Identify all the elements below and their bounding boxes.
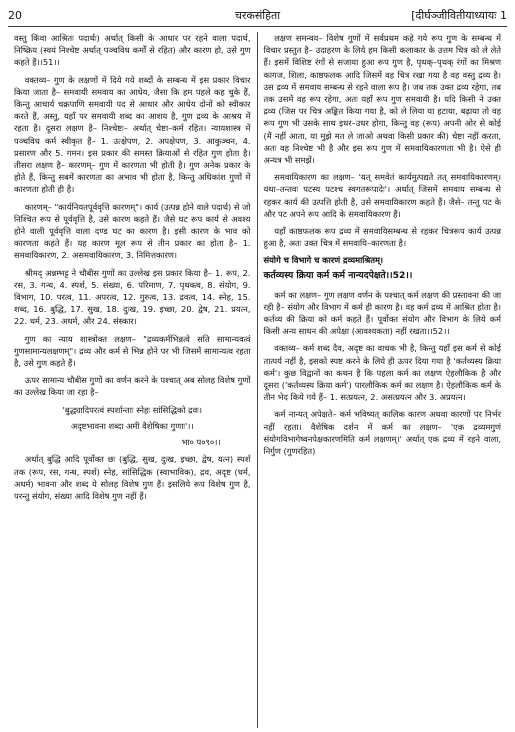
paragraph: ऊपर सामान्य चौबीस गुणों का वर्णन करने के पश्चात् अब सोलह विशेष गुणों का उल्लेख किया जा रहा है– [14, 375, 251, 398]
paragraph: गुण का न्याय शास्त्रोक्त लक्षण– "द्रव्यकर्मभिन्नत्वे सति सामान्यवत्वं गुणसामान्यलक्षणम्"। द्रव्य और कर्म से भिन्न होने पर भी जिसमें सामान्यत्व रहता है, उसे गुण कहते हैं। [14, 333, 251, 369]
right-column [258, 32, 508, 728]
sutra-verse-line: संयोगे च विभागे च कारणं द्रव्यमाश्रितम्। [263, 255, 384, 266]
paragraph: कारणम्– "कार्यनियतपूर्ववृत्ति कारणम्"। कार्य (उत्पन्न होने वाले पदार्थ) से जो निश्चित रूप से पूर्ववृत्ति है, उसे कारण कहते हैं। जैसे घट रूप कार्य से अवश्य होने वाली पूर्ववृत्ति वाला दण्ड घट का कारण है। इसी कारण के भाव को कारणता कहते हैं। यह कारण मूल रूप से तीन प्रकार का होता है– 1. समवायिकारण, 2. असमवायिकारण, 3. निमित्तकारण। [14, 201, 251, 261]
paragraph: वक्तव्य– कर्म शब्द दैव, अदृष्ट का वाचक भी है, किन्तु यहाँ इस कर्म से कोई तात्पर्य नहीं है, इसको स्पष्ट करने के लिये ही ऊपर दिया गया है 'कर्तव्यस्य क्रिया कर्म'। कुछ विद्वानों का कथन है कि पहला कर्म का लक्षण ऐहलौकिक है और दूसरा ('कर्तव्यस्य क्रिया कर्म') पारलौकिक कर्म का लक्षण है। ऐहलौकिक कर्म के तीन भेद किये गये हैं– 1. सत्प्रयत्न, 2. असत्प्रयत्न और 3. अप्रयत्न। [263, 343, 501, 403]
paragraph: यहाँ काष्ठफलक रूप द्रव्य में समवायिसम्बन्ध से रहकर चित्ररूप कार्य उत्पन्न हुआ है, अतः उक्त चित्र में समवायि–कारणता है। [263, 226, 501, 249]
paragraph: वस्तु किंवा आश्रितः पदार्थः) अर्थात् किसी के आधार पर रहने वाला पदार्थ, निष्क्रिय (स्वयं निश्चेष्ट अर्थात् पञ्चविध कर्मों से रहित) और कारण हो, उसे गुण कहते हैं।।51।। [14, 33, 251, 68]
paragraph: श्रीमद् अन्नम्भट्ट ने चौबीस गुणों का उल्लेख इस प्रकार किया है– 1. रूप, 2. रस, 3. गन्ध, 4. स्पर्श, 5. संख्या, 6. परिमाण, 7. पृथक्त्व, 8. संयोग, 9. विभाग, 10. परत्व, 11. अपरत्व, 12. गुरुत्व, 13. द्रवत्व, 14. स्नेह, 15. शब्द, 16. बुद्धि, 17. सुख, 18. दुःख, 19. इच्छा, 20. द्वेष, 21. प्रयत्न, 22. धर्म, 23. अधर्म, और 24. संस्कार। [14, 267, 251, 327]
quoted-verse-line: अदृष्टभावना शब्दा अमी वैशेषिका गुणाः'।। [70, 420, 194, 431]
citation: भा० प०९०।। [181, 437, 221, 448]
paragraph: कर्म का लक्षण– गुण लक्षण वर्णन के पश्चात् कर्म लक्षण की प्रस्तावना की जा रही है– संयोग और विभाग में कर्म ही कारण है। वह कर्म द्रव्य में आश्रित होता है। कर्तव्य की क्रिया को कर्म कहते हैं। पूर्वोक्त संयोग और विभाग के लिये कर्म किसी अन्य साधन की अपेक्षा (आवश्यकता) नहीं रखता।।52।। [263, 289, 501, 337]
sutra-verse-line: कर्तव्यस्य क्रिया कर्म कर्म नान्यदपेक्षते।।52।। [263, 269, 413, 281]
chapter-title: [दीर्घञ्जीवितीयाध्यायः 1 [411, 8, 507, 22]
two-column-body [8, 32, 507, 728]
paragraph: कर्म नान्यत् अपेक्षते– कर्म भविष्यत् कालिक कारण अथवा कारणों पर निर्भर नहीं रहता। वैशेषिक दर्शन में कर्म का लक्षण– 'एक द्रव्यमगुणं संयोगविभागेष्वनपेक्षकारणमिति कर्म लक्षणम्।' अर्थात् एक द्रव्य में रहने वाला, निर्गुण (गुणरहित) [263, 409, 501, 457]
page-number: 20 [8, 8, 22, 22]
book-title: चरकसंहिता [234, 8, 281, 22]
paragraph: वक्तव्य– गुण के लक्षणों में दिये गये शब्दों के सम्बन्ध में इस प्रकार विचार किया जाता है– समवायी समवाय का आधेय, जैसा कि हम पहले कह चुके हैं, किन्तु आचार्य चक्रपाणि समवायी पद से आधार और आधेय दोनों को स्वीकार करते हैं, अस्तु, यहाँ पर समवायी शब्द का आशय है, गुण द्रव्य के आश्रय में रहता है। दूसरा लक्षण है– निश्चेष्टः– अर्थात् चेष्टा–कर्म रहित। न्यायशास्त्र में पञ्चविध कर्म स्वीकृत हैं– 1. उत्क्षेपण, 2. अपक्षेपण, 3. आकुञ्चन, 4. प्रसारण और 5. गमन। इस प्रकार की समस्त क्रियाओं से रहित गुण होता है। तीसरा लक्षण है– कारणम्– गुण में कारणता भी होती है। गुण अनेक प्रकार के होते हैं, किन्तु सबमें कारणता का अभाव भी होता है, किन्तु अधिकांश गुणों में कारणता होती ही है। [14, 74, 251, 195]
paragraph: अर्थात् बुद्धि आदि पूर्वोक्त छः (बुद्धि, सुख, दुःख, इच्छा, द्वेष, यत्न) स्पर्श तक (रूप, रस, गन्ध, स्पर्श) स्नेह, सांसिद्धिक (स्वाभाविक), द्रव, अदृष्ट (धर्म, अधर्म) भावना और शब्द ये सोलह विशेष गुण हैं। इसलिये रूप विशेष गुण है, परन्तु संयोग, संख्या आदि विशेष गुण नहीं हैं। [14, 454, 251, 501]
paragraph: लक्षण समन्वय– विशेष गुणों में सर्वप्रथम कहे गये रूप गुण के सम्बन्ध में विचार प्रस्तुत है– उदाहरण के लिये हम किसी कलाकार के उत्तम चित्र को ले लेते हैं। इसमें विशिष्ट रंगों से सजाया हुआ रूप गुण है, पृथक्–पृथक् रंगों का मिश्रण कागज, शिला, काष्ठफलक आदि जिसमें वह चित्र रखा गया है वह वस्तु द्रव्य है। उस द्रव्य में समवाय सम्बन्ध से रहने वाला रूप है। जब तक उक्त द्रव्य रहेगा, तब तक उसमें वह रूप रहेगा, अतः यहाँ रूप गुण समवायी है। यदि किसी ने उक्त द्रव्य (जिस पर चित्र अङ्कित किया गया है, को ले लिया या हटाया, बढ़ाया तो वह रूप गुण भी उसके साथ इधर–उधर होगा, किन्तु वह (रूप) अपनी ओर से कोई (मैं नहीं आता, या मुझे मत ले जाओ अथवा किसी प्रकार की) चेष्टा नहीं करता, अतः वह निश्चेष्ट भी है और इस रूप गुण में समवायिकारणता भी है। ऐसे ही अन्यत्र भी समझें। [263, 33, 501, 166]
page-header [8, 4, 507, 27]
left-column [8, 32, 258, 728]
quoted-verse-line: 'बुद्ध्यादिपरत्वं स्पर्शान्ताः स्नेहः सांसिद्धिको द्रवः। [62, 404, 203, 415]
paragraph: समवायिकारण का लक्षण– 'यत् समवेतं कार्यमुत्पद्यते तत् समवायिकारणम्। यथा–तन्तवः पटस्य पटश्च स्वगतरूपादेः'। अर्थात् जिसमें समवाय सम्बन्ध से रहकर कार्य की उत्पत्ति होती है, उसे समवायिकारण कहते हैं। जैसे– तन्तु पट के और पट अपने रूप आदि के समवायिकारण हैं। [263, 172, 501, 219]
